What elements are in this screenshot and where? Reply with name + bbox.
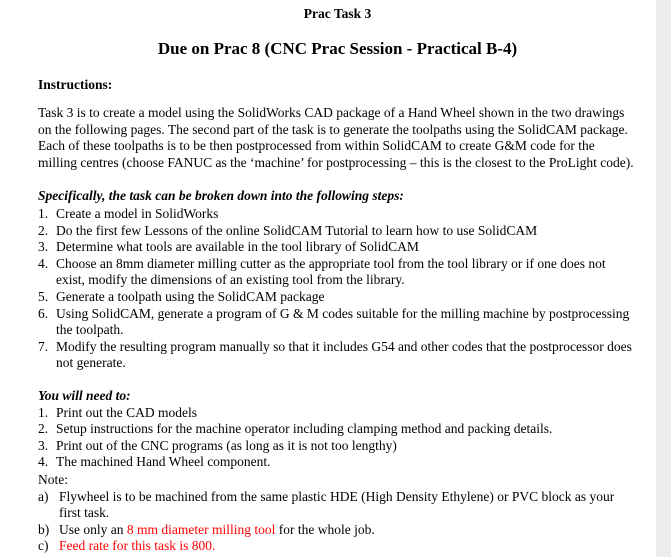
step-item-6 bbox=[38, 306, 637, 339]
need-item-4 bbox=[38, 454, 637, 471]
step-marker: 4. bbox=[38, 255, 49, 271]
note-text-post: for the whole job. bbox=[275, 521, 375, 537]
page-edge bbox=[656, 0, 671, 557]
steps-list bbox=[38, 206, 637, 372]
step-marker: 7. bbox=[38, 338, 49, 354]
need-text: The machined Hand Wheel component. bbox=[56, 454, 271, 470]
step-text: Using SolidCAM, generate a program of G & M codes suitable for the milling machine by postprocessing the toolpath. bbox=[56, 305, 630, 338]
need-section bbox=[38, 388, 637, 471]
note-text-red: Feed rate for this task is 800. bbox=[59, 538, 216, 554]
note-marker: a) bbox=[38, 488, 49, 504]
step-item-1 bbox=[38, 206, 637, 223]
note-item-c bbox=[38, 538, 637, 555]
step-item-2 bbox=[38, 223, 637, 240]
note-label: Note: bbox=[38, 471, 68, 487]
note-item-b bbox=[38, 522, 637, 539]
need-marker: 2. bbox=[38, 421, 49, 437]
note-text: Flywheel is to be machined from the same plastic HDE (High Density Ethylene) or PVC block as your first task. bbox=[59, 488, 615, 521]
note-text bbox=[59, 522, 637, 539]
need-marker: 3. bbox=[38, 437, 49, 453]
intro-paragraph: Task 3 is to create a model using the SolidWorks CAD package of a Hand Wheel shown in the two drawings on the following pages. The second part of the task is to generate the toolpaths using the SolidCAM package. Each of these toolpaths is to be then postprocessed from within SolidCAM to create G&M code for the milling centres (choose FANUC as the ‘machine’ for postprocessing – this is the closest to the ProLight code). bbox=[38, 105, 634, 170]
due-heading: Due on Prac 8 (CNC Prac Session - Practical B-4) bbox=[157, 38, 518, 58]
need-item-2 bbox=[38, 421, 637, 438]
instructions-label: Instructions: bbox=[38, 76, 113, 92]
need-item-3 bbox=[38, 438, 637, 455]
steps-heading: Specifically, the task can be broken down into the following steps: bbox=[38, 188, 404, 204]
step-text: Determine what tools are available in the tool library of SolidCAM bbox=[56, 239, 419, 255]
need-heading: You will need to: bbox=[38, 388, 131, 403]
step-marker: 1. bbox=[38, 206, 49, 222]
need-marker: 1. bbox=[38, 404, 49, 420]
note-text-red: 8 mm diameter milling tool bbox=[126, 521, 276, 537]
step-marker: 2. bbox=[38, 222, 49, 238]
need-text: Setup instructions for the machine operator including clamping method and packing details. bbox=[56, 421, 553, 437]
step-text: Choose an 8mm diameter milling cutter as the appropriate tool from the tool library or if one does not exist, modify the dimensions of an existing tool from the library. bbox=[56, 255, 606, 288]
step-text: Create a model in SolidWorks bbox=[56, 206, 219, 222]
step-marker: 3. bbox=[38, 239, 49, 255]
note-marker: c) bbox=[38, 538, 49, 554]
step-marker: 5. bbox=[38, 289, 49, 305]
need-text: Print out of the CNC programs (as long as it is not too lengthy) bbox=[56, 437, 397, 453]
step-item-4 bbox=[38, 256, 637, 289]
need-item-1 bbox=[38, 405, 637, 422]
step-marker: 6. bbox=[38, 305, 49, 321]
note-marker: b) bbox=[38, 521, 50, 537]
step-text: Generate a toolpath using the SolidCAM package bbox=[56, 289, 325, 305]
note-text-pre: Use only an bbox=[59, 521, 127, 537]
step-item-5 bbox=[38, 289, 637, 306]
step-item-3 bbox=[38, 239, 637, 256]
note-item-a bbox=[38, 489, 637, 522]
need-marker: 4. bbox=[38, 454, 49, 470]
step-text: Modify the resulting program manually so that it includes G54 and other codes that the postprocessor does not generate. bbox=[56, 338, 632, 371]
doc-title: Prac Task 3 bbox=[303, 6, 372, 21]
step-text: Do the first few Lessons of the online SolidCAM Tutorial to learn how to use SolidCAM bbox=[56, 222, 538, 238]
need-text: Print out the CAD models bbox=[56, 404, 197, 420]
step-item-7 bbox=[38, 339, 637, 372]
